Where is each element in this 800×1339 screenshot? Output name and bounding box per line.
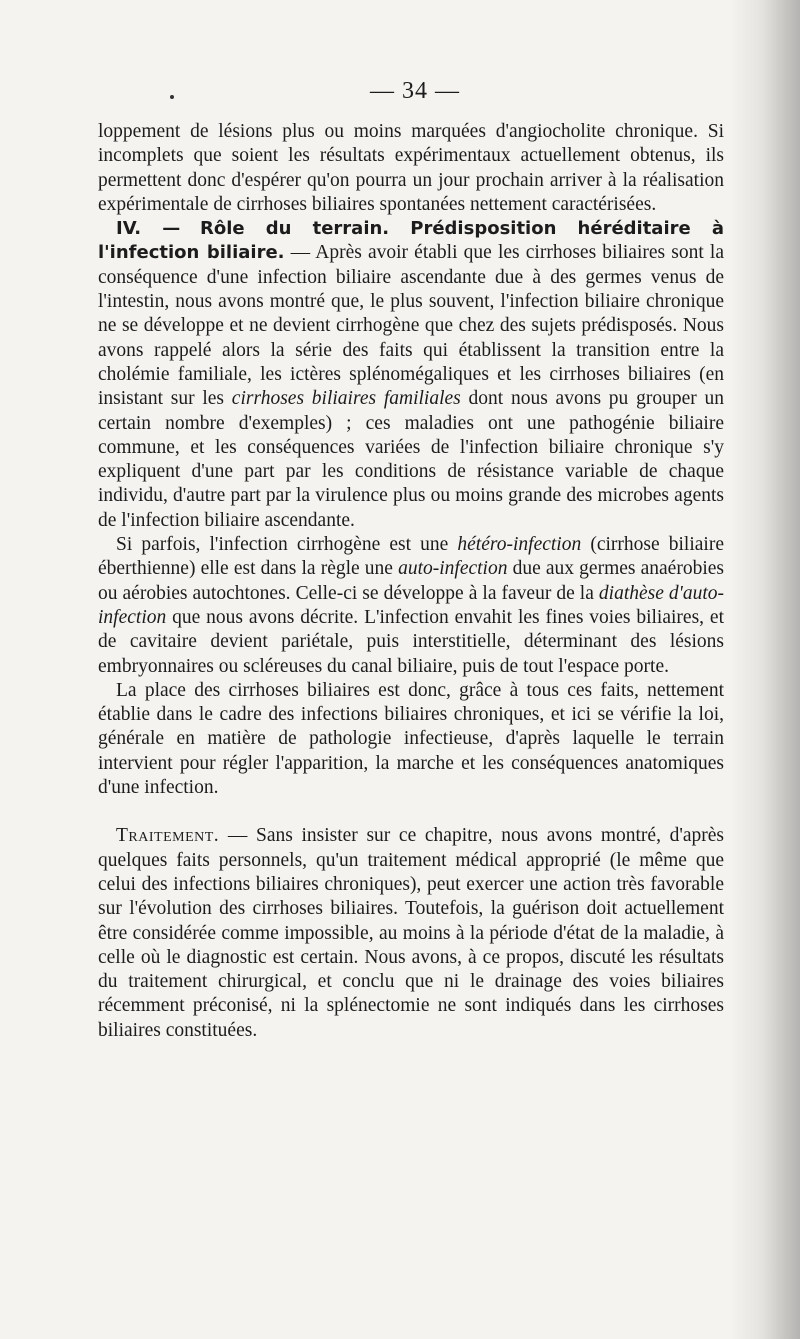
paragraph-auto-infection [98,533,724,679]
italic-term-auto: auto-infection [398,558,508,580]
text-run: (cirrhose biliaire éberthienne) elle est dans la règle une [98,534,724,580]
traitement-text: — Sans insister sur ce chapitre, nous avons montré, d'après quelques faits personnels, qu'un traitement médical approprié (le même que celui des infections biliaires chroniques), peut exercer une action très favorable sur l'évolution des cirrhoses biliaires. Toutefois, la guérison doit actuellement être considérée comme impossible, au moins à la période d'état de la maladie, à celle où le diagnostic est certain. Nous avons, à ce propos, discuté les résultats du traitement chirurgical, et conclu que ni le drainage des voies biliaires récemment préconisé, ni la splénectomie ne sont indiqués dans les cirrhoses biliaires constituées. [98,825,724,1041]
section-text-b: dont nous avons pu grouper un certain nombre d'exemples) ; ces maladies ont une pathogénie biliaire commune, et les conséquences variées de l'infection biliaire chronique s'y expliquent d'une part par les conditions de résistance variable de chaque individu, d'autre part par la virulence plus ou moins grande des microbes agents de l'infection biliaire ascendante. [98,388,724,531]
paragraph-section-iv [98,217,724,533]
page-body [98,120,724,1043]
section-italic-term: cirrhoses biliaires familiales [231,388,461,410]
paragraph-traitement [98,824,724,1043]
section-heading: Rôle du terrain. Prédisposition héréditaire à l'infection biliaire. [98,218,724,264]
page-edge-shadow [730,0,800,1339]
text-run: Si parfois, l'infection cirrhogène est une [116,534,458,556]
section-number: IV. — [116,218,181,240]
traitement-label: Traitement. [116,825,220,847]
text-run: que nous avons décrite. L'infection envahit les fines voies biliaires, et de cavitaire devient pariétale, puis interstitielle, déterminant des lésions embryonnaires ou scléreuses du canal biliaire, puis de tout l'espace porte. [98,606,724,677]
paragraph-continuation: loppement de lésions plus ou moins marquées d'angiocholite chronique. Si incomplets que soient les résultats expérimentaux actuellement obtenus, ils permettent donc d'espérer qu'on pourra un jour prochain arriver à la réalisation expérimentale de cirrhoses biliaires spontanées nettement caractérisées. [98,121,724,215]
text-run: due aux germes anaérobies ou aérobies autochtones. Celle-ci se développe à la faveur de la [98,558,724,604]
paragraph-conclusion: La place des cirrhoses biliaires est donc, grâce à tous ces faits, nettement établie dans le cadre des infections biliaires chroniques, et ici se vérifie la loi, générale en matière de pathologie infectieuse, d'après laquelle le terrain intervient pour régler l'apparition, la marche et les conséquences anatomiques d'une infection. [98,679,724,799]
italic-term-hetero: hétéro-infection [457,534,582,556]
page-number: — 34 — [370,78,460,104]
section-text-a: — Après avoir établi que les cirrhoses biliaires sont la conséquence d'une infection biliaire ascendante due à des germes venus de l'intestin, nous avons montré que, le plus souvent, l'infection biliaire chronique ne se développe et ne devient cirrhogène que chez des sujets prédisposés. Nous avons rappelé alors la série des faits qui établissent la transition entre la cholémie familiale, les ictères splénomégaliques et les cirrhoses biliaires (en insistant sur les [98,242,724,410]
italic-term-diathese: diathèse d'auto-infection [98,582,725,628]
